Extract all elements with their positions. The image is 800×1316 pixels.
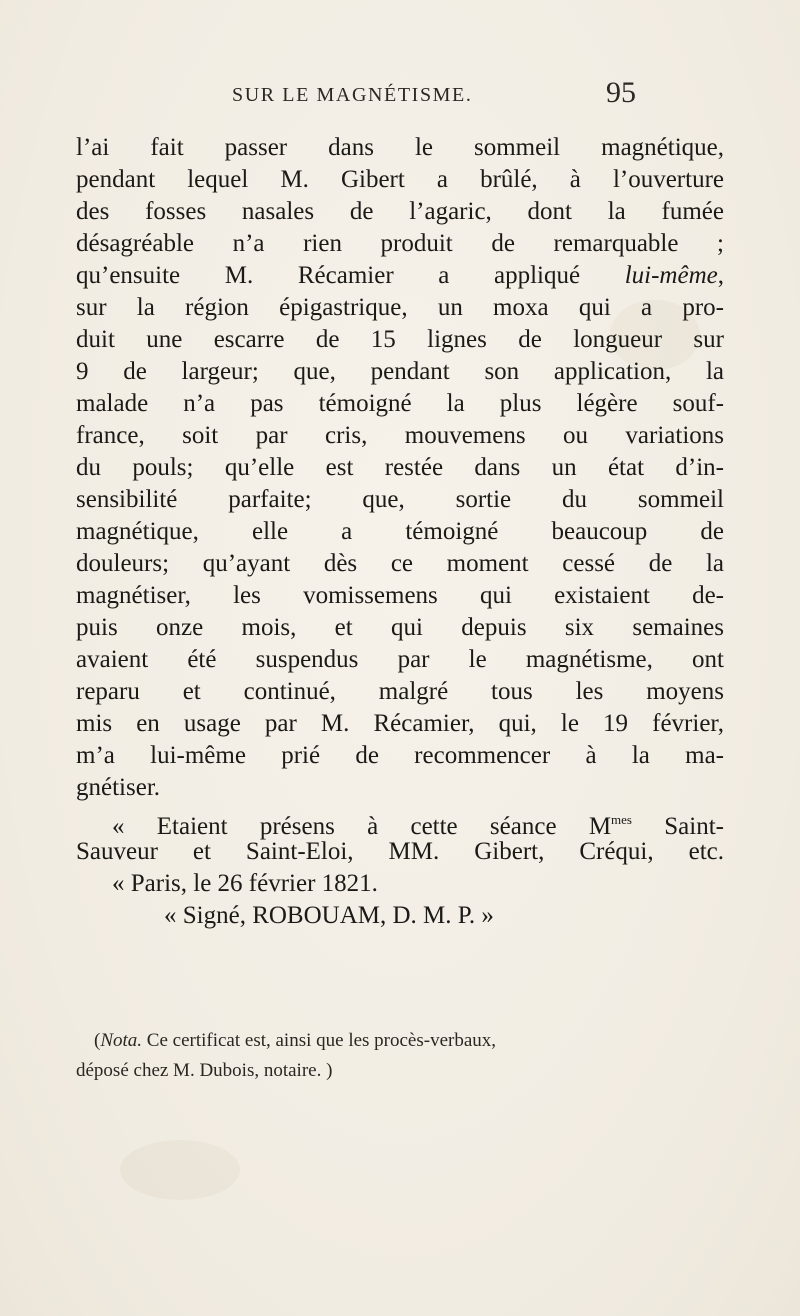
text-line: des fosses nasales de l’agaric, dont la fumée <box>76 198 724 225</box>
paper-stain <box>120 1140 240 1200</box>
text-line: malade n’a pas témoigné la plus légère souf- <box>76 390 724 417</box>
text-line: sur la région épigastrique, un moxa qui a pro- <box>76 294 724 321</box>
footnote <box>76 1026 636 1086</box>
footnote-line: déposé chez M. Dubois, notaire. ) <box>76 1060 333 1081</box>
text-segment: Ce certificat est, ainsi que les procès-verbaux, <box>142 1030 497 1051</box>
text-line: magnétique, elle a témoigné beaucoup de <box>76 518 724 545</box>
text-line: avaient été suspendus par le magnétisme, ont <box>76 646 724 673</box>
text-line: mis en usage par M. Récamier, qui, le 19 février, <box>76 710 724 737</box>
superscript: mes <box>611 812 632 827</box>
page-header <box>0 76 800 120</box>
text-segment: « Etaient présens à cette séance M <box>112 813 612 840</box>
text-line: puis onze mois, et qui depuis six semaines <box>76 614 724 641</box>
text-segment: qu’ensuite M. Récamier a appliqué <box>76 262 625 289</box>
text-line: douleurs; qu’ayant dès ce moment cessé de la <box>76 550 724 577</box>
text-line: reparu et continué, malgré tous les moyens <box>76 678 724 705</box>
text-line: désagréable n’a rien produit de remarquable ; <box>76 230 724 257</box>
text-line <box>76 260 724 292</box>
text-line: 9 de largeur; que, pendant son application, la <box>76 358 724 385</box>
text-segment: ( <box>94 1030 101 1051</box>
page-number: 95 <box>606 76 636 109</box>
italic-text: lui-même <box>624 262 718 289</box>
text-line: du pouls; qu’elle est restée dans un état d’in- <box>76 454 724 481</box>
text-line: sensibilité parfaite; que, sortie du sommeil <box>76 486 724 513</box>
text-line: « Paris, le 26 février 1821. <box>112 870 378 897</box>
text-line: france, soit par cris, mouvemens ou variations <box>76 422 724 449</box>
text-line: m’a lui-même prié de recommencer à la ma- <box>76 742 724 769</box>
body-text <box>76 132 724 932</box>
text-line <box>76 804 724 840</box>
text-segment: , <box>717 262 724 289</box>
text-line: duit une escarre de 15 lignes de longueur sur <box>76 326 724 353</box>
italic-text: Nota. <box>100 1030 143 1051</box>
signature-line: « Signé, ROBOUAM, D. M. P. » <box>164 902 494 929</box>
text-line: Sauveur et Saint-Eloi, MM. Gibert, Créqui, etc. <box>76 838 724 865</box>
text-line: l’ai fait passer dans le sommeil magnétique, <box>76 134 724 161</box>
text-line: magnétiser, les vomissemens qui existaient de- <box>76 582 724 609</box>
text-line: pendant lequel M. Gibert a brûlé, à l’ouverture <box>76 166 724 193</box>
running-head: SUR LE MAGNÉTISME. <box>232 84 473 106</box>
text-line: gnétiser. <box>76 774 161 801</box>
footnote-line <box>76 1026 636 1056</box>
text-segment: Saint- <box>632 813 724 840</box>
